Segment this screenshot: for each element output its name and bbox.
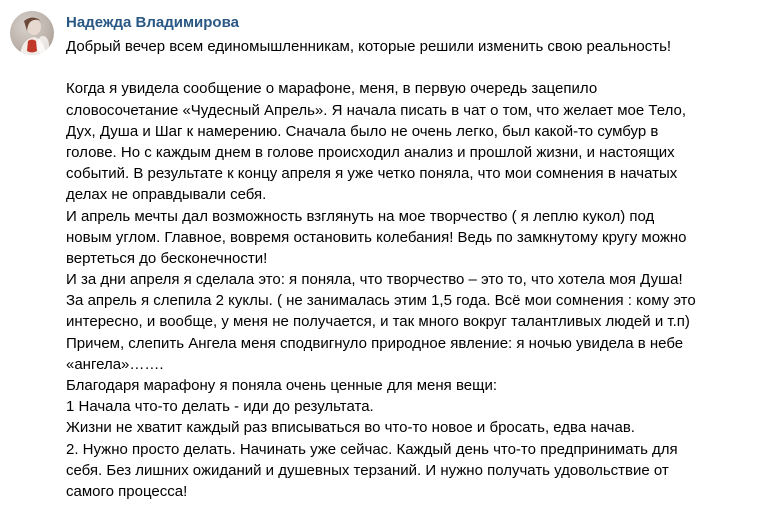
post-line: новым углом. Главное, вовремя остановить колебания! Ведь по замкнутому кругу можно [66, 228, 687, 246]
post-line: И апрель мечты дал возможность взглянуть на мое творчество ( я леплю кукол) под [66, 207, 655, 225]
post-line: 2. Нужно просто делать. Начинать уже сейчас. Каждый день что-то предпринимать для [66, 440, 678, 458]
post-line: Жизни не хватит каждый раз вписываться во что-то новое и бросать, едва начав. [66, 419, 635, 437]
post-line: «ангела»……. [66, 355, 164, 373]
post-line: вертеться до бесконечности! [66, 249, 268, 267]
post-line: За апрель я слепила 2 куклы. ( не занималась этим 1,5 года. Всё мои сомнения : кому это [66, 292, 696, 310]
post-line: себя. Без лишних ожиданий и душевных терзаний. И нужно получать удовольствие от [66, 461, 669, 479]
post-line: событий. В результате к концу апреля я уже четко поняла, что мои сомнения в начатых [66, 165, 678, 183]
post-line: интересно, и вообще, у меня не получается, и так много вокруг талантливых людей и т.п) [66, 313, 690, 331]
post-line: голове. Но с каждым днем в голове происходил анализ и прошлой жизни, и настоящих [66, 143, 675, 161]
post-line: словосочетание «Чудесный Апрель». Я начала писать в чат о том, что желает мое Тело, [66, 101, 686, 119]
author-name-link[interactable]: Надежда Владимирова [66, 14, 239, 31]
post-line: И за дни апреля я сделала это: я поняла, что творчество – это то, что хотела моя Душа! [66, 271, 683, 289]
post-line: Дух, Душа и Шаг к намерению. Сначала было не очень легко, был какой-то сумбур в [66, 122, 659, 140]
avatar[interactable] [10, 11, 54, 55]
post-line: самого процесса! [66, 482, 188, 500]
post-line: Добрый вечер всем единомышленникам, которые решили изменить свою реальность! [66, 38, 672, 55]
paragraph-gap [66, 57, 772, 78]
post-line: 1 Начала что-то делать - иди до результата. [66, 398, 374, 416]
post-line: Когда я увидела сообщение о марафоне, меня, в первую очередь зацепило [66, 80, 598, 98]
post-line: делах не оправдывали себя. [66, 186, 267, 204]
post-line: Благодаря марафону я поняла очень ценные для меня вещи: [66, 377, 497, 394]
post-text [66, 36, 772, 502]
user-photo-icon [10, 11, 54, 55]
post-line: Причем, слепить Ангела меня сподвигнуло природное явление: я ночью увидела в небе [66, 334, 684, 352]
